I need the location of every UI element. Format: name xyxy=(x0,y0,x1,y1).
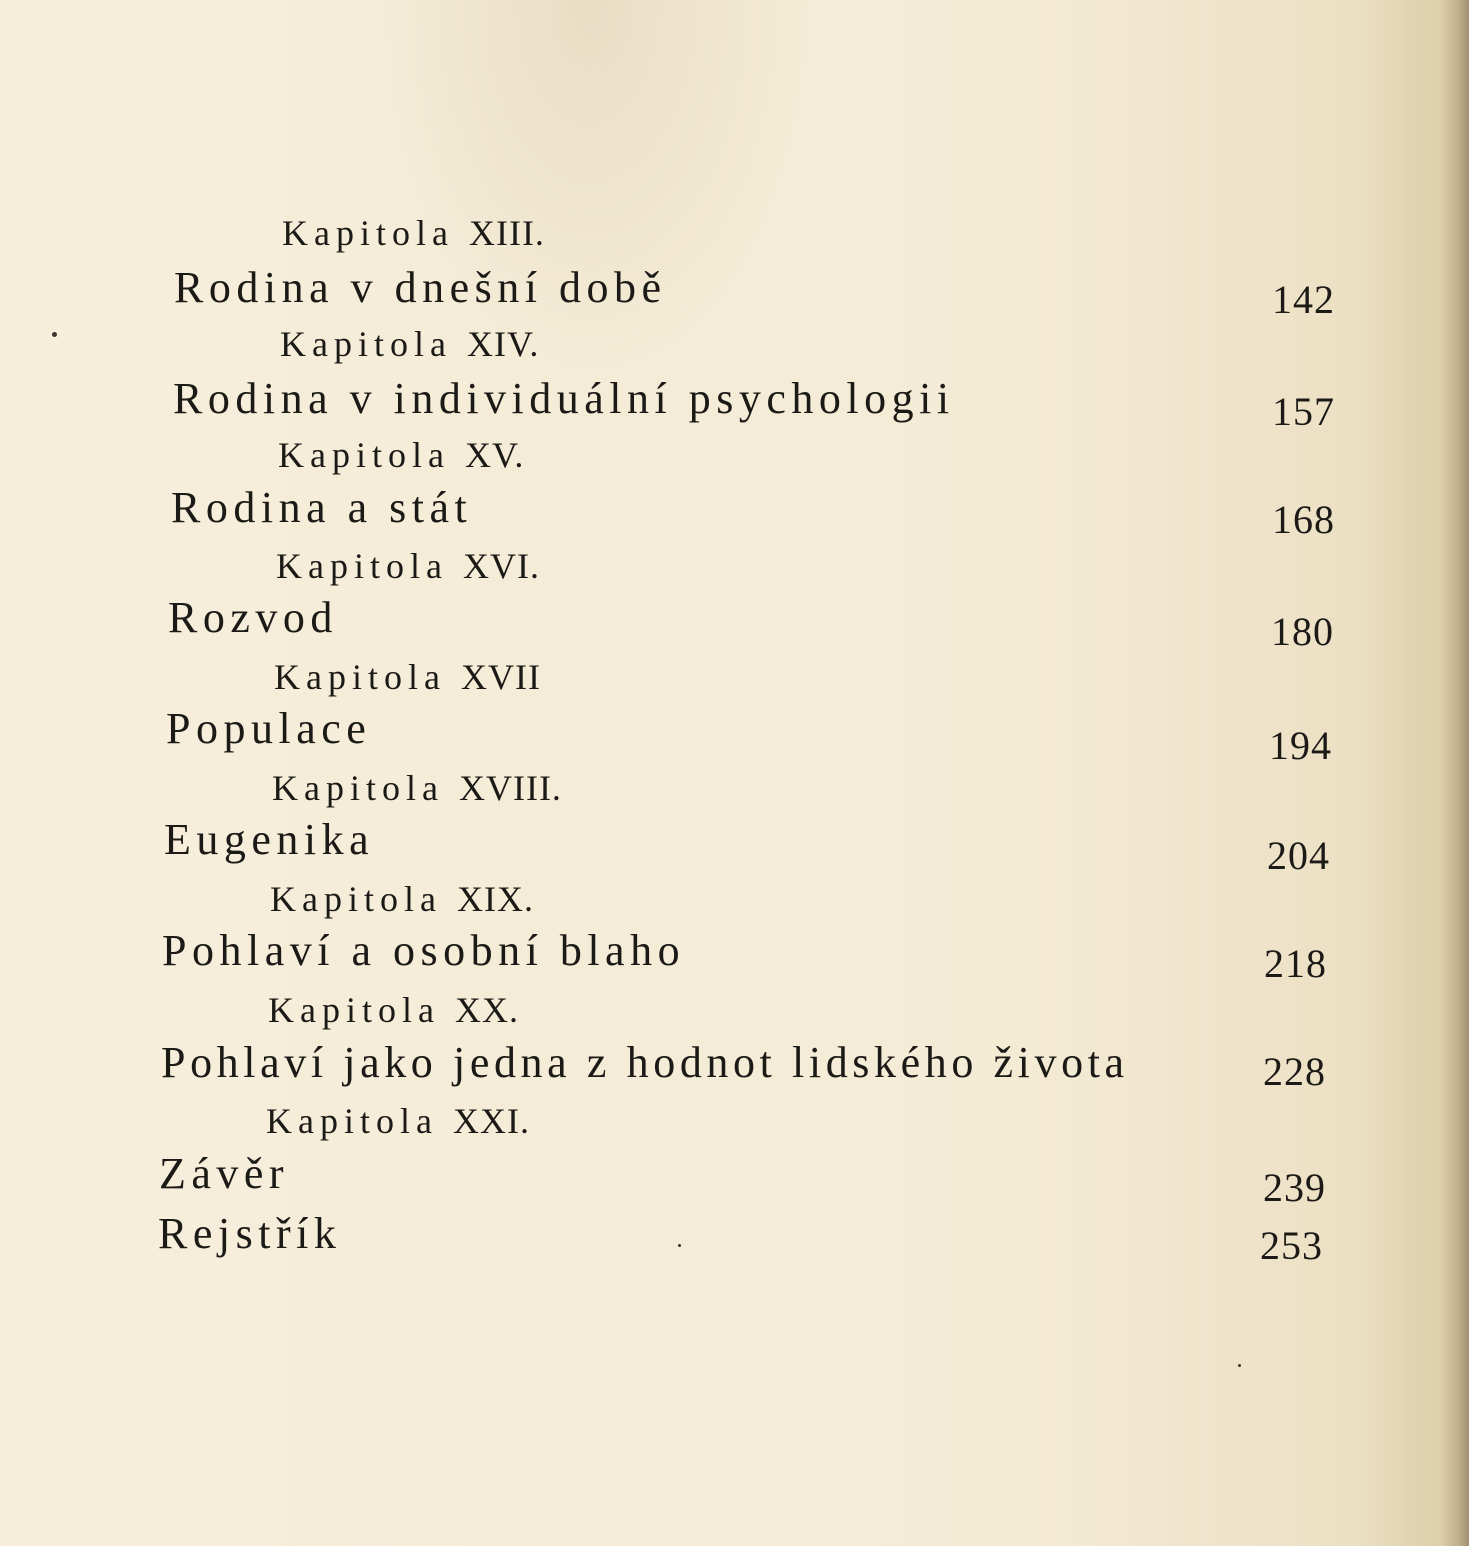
index-page-number: 253 xyxy=(1260,1223,1323,1268)
chapter-label xyxy=(280,323,539,365)
chapter-label xyxy=(270,878,534,920)
chapter-word: Kapitola xyxy=(268,990,440,1030)
chapter-word: Kapitola xyxy=(270,879,442,919)
page-number: 157 xyxy=(1272,389,1335,434)
chapter-numeral: XVII xyxy=(460,657,541,697)
print-speck xyxy=(1238,1364,1241,1367)
chapter-numeral: XIV. xyxy=(466,324,540,364)
chapter-numeral: XVIII. xyxy=(458,768,562,808)
chapter-title: Pohlaví a osobní blaho xyxy=(162,926,686,975)
chapter-word: Kapitola xyxy=(280,324,452,364)
chapter-label xyxy=(282,212,545,254)
page-number: 228 xyxy=(1263,1049,1326,1094)
chapter-label xyxy=(274,656,541,698)
chapter-numeral: XVI. xyxy=(462,546,540,586)
chapter-title: Rozvod xyxy=(168,593,338,642)
chapter-title: Rodina v dnešní době xyxy=(174,263,667,312)
page-number: 204 xyxy=(1267,833,1330,878)
chapter-word: Kapitola xyxy=(278,435,450,475)
chapter-word: Kapitola xyxy=(276,546,448,586)
chapter-word: Kapitola xyxy=(266,1101,438,1141)
chapter-numeral: XIX. xyxy=(456,879,534,919)
chapter-title: Rodina v individuální psychologii xyxy=(173,374,955,423)
chapter-label xyxy=(276,545,540,587)
chapter-label xyxy=(266,1100,530,1142)
chapter-title: Závěr xyxy=(159,1149,290,1198)
print-speck xyxy=(678,1244,681,1247)
chapter-title: Pohlaví jako jedna z hodnot lidského života xyxy=(161,1038,1129,1087)
chapter-numeral: XIII. xyxy=(468,213,545,253)
chapter-label xyxy=(272,767,562,809)
chapter-word: Kapitola xyxy=(274,657,446,697)
page-number: 194 xyxy=(1269,723,1332,768)
chapter-title: Populace xyxy=(166,704,372,753)
chapter-label xyxy=(278,434,524,476)
page-number: 168 xyxy=(1272,497,1335,542)
chapter-title: Eugenika xyxy=(164,815,375,864)
print-speck xyxy=(52,332,57,337)
chapter-numeral: XV. xyxy=(464,435,525,475)
page-number: 239 xyxy=(1263,1165,1326,1210)
page-number: 218 xyxy=(1264,941,1327,986)
chapter-label xyxy=(268,989,519,1031)
chapter-title: Rodina a stát xyxy=(171,483,473,532)
page-number: 142 xyxy=(1272,277,1335,322)
page-number: 180 xyxy=(1271,609,1334,654)
chapter-numeral: XXI. xyxy=(452,1101,530,1141)
chapter-word: Kapitola xyxy=(272,768,444,808)
index-title: Rejstřík xyxy=(158,1209,342,1258)
chapter-word: Kapitola xyxy=(282,213,454,253)
chapter-numeral: XX. xyxy=(454,990,519,1030)
